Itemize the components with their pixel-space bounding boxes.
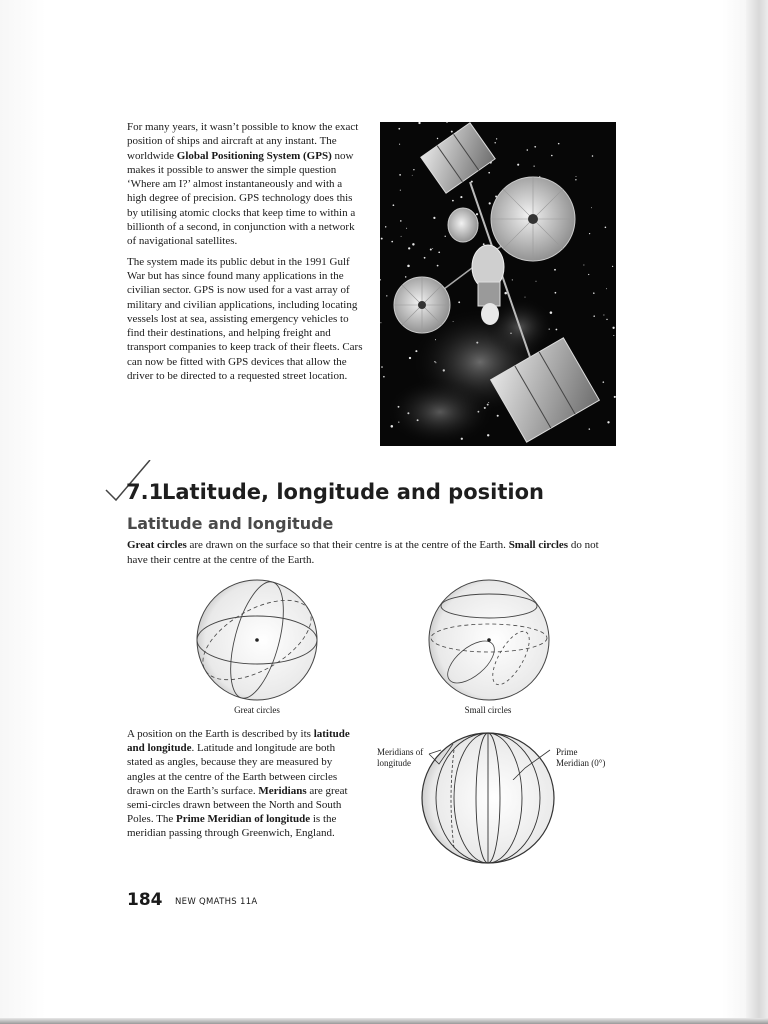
star [385,226,386,227]
star [445,236,446,237]
leader-lines [405,740,570,780]
star [406,228,407,229]
star [433,217,435,219]
star [576,176,577,177]
star [496,138,497,139]
star [407,265,410,268]
meridians-label: Meridians of longitude [377,747,424,768]
star [613,335,614,336]
star [527,149,529,151]
star [607,421,609,423]
star [588,274,589,275]
star [483,243,485,245]
position-paragraph [127,727,359,841]
great-circles-sphere [193,578,321,702]
star [534,166,535,167]
star [593,315,595,317]
star [583,265,584,266]
star [437,138,438,139]
page-edge-right [746,0,768,1024]
satellite-illustration [380,122,616,446]
star [593,292,595,294]
star [556,329,558,331]
star [452,200,454,202]
star [383,376,385,378]
small-circles-sphere [425,578,553,702]
text-run: now makes it possible to answer the simple question ‘Where am I?’ almost instantaneously and with a high degree of precision. GPS technology does this by utilising atomic clocks that keep time to within a billionth of a second, in conjunction with a network of navigational satellites. [127,149,356,248]
bold-term: Small circles [508,539,569,551]
star [393,204,395,206]
star [517,164,519,166]
star [589,233,590,234]
star [534,146,536,148]
star [476,213,478,215]
star [399,174,401,176]
star [401,236,402,237]
star [451,131,453,133]
satellite-photo [380,122,616,446]
great-circles-paragraph [127,538,617,567]
star [603,381,605,383]
great-circles-caption: Great circles [234,705,280,715]
star [575,179,576,180]
text-run: A position on the Earth is described by its [127,728,314,740]
star [606,288,607,289]
subsection-title: Latitude and longitude [127,514,334,533]
text-run: are drawn on the surface so that their centre is at the centre of the Earth. [186,539,509,551]
star [551,155,553,157]
star [612,266,613,267]
prime-meridian-label: Prime Meridian (0°) [556,747,606,768]
star [412,175,413,176]
star [399,144,400,145]
star [489,202,491,204]
star [536,281,537,282]
small-circles-caption: Small circles [464,705,512,715]
star [413,169,414,170]
star [408,247,410,249]
star [400,220,402,222]
star [592,155,594,157]
star [494,142,495,143]
star [432,248,433,249]
bold-term: Great circles [127,539,187,551]
star [555,292,557,294]
star [460,196,462,198]
star [398,128,400,130]
star [438,251,440,253]
intro-paragraph-1 [127,120,363,249]
bold-term: latitude and longitude [127,728,350,755]
star [381,238,383,240]
intro-text [127,120,363,389]
star [430,248,432,250]
star [487,434,489,436]
star [606,319,607,320]
star [380,322,381,323]
section-number: 7.1 [126,480,164,504]
star [554,269,556,271]
star [504,292,507,295]
star [458,301,460,303]
star [558,143,560,145]
star [400,190,401,191]
text-run: is the meridian passing through Greenwich, England. [127,813,337,840]
section-title: Latitude, longitude and position [162,480,544,504]
star [612,327,614,329]
star [405,276,407,278]
page-number: 184 [127,890,163,910]
text-run: are great semi-circles drawn between the North and South Poles. The [127,784,348,826]
star [589,428,590,429]
text-run: For many years, it wasn’t possible to know the exact position of ships and aircraft at any instant. The worldwide [127,121,359,162]
star [391,241,393,243]
star [603,314,604,315]
intro-paragraph-2: The system made its public debut in the 1991 Gulf War but has since found many applications in the civilian sector. GPS is now used for a vast array of military and civilian applications, including locating vessels lost at sea, assisting emergency vehicles to find their destinations, and helping freight and transport companies to keep track of their fleets. Cars can now be fitted with GPS devices that allow the driver to be directed to a requested street location. [127,255,363,383]
star [614,396,616,398]
star [424,257,426,259]
star [437,265,439,267]
page-edge-bottom [0,1018,768,1024]
star [386,295,387,296]
section-heading [104,470,604,510]
star [512,279,513,280]
star [381,366,383,368]
text-run: do not have their centre at the centre of the Earth. [127,539,599,566]
text-run: . Latitude and longitude are both stated as angles, because they are measured by angles at the centre of the Earth between circles drawn on the Earth’s surface. [127,742,338,797]
bold-term: Prime Meridian of longitude [176,813,311,826]
star [591,207,592,208]
star [605,227,607,229]
star [488,172,490,174]
book-title: NEW QMATHS 11A [175,897,258,907]
star [412,243,414,245]
bold-term: Global Positioning System (GPS) [176,149,332,162]
bold-term: Meridians [258,784,307,797]
